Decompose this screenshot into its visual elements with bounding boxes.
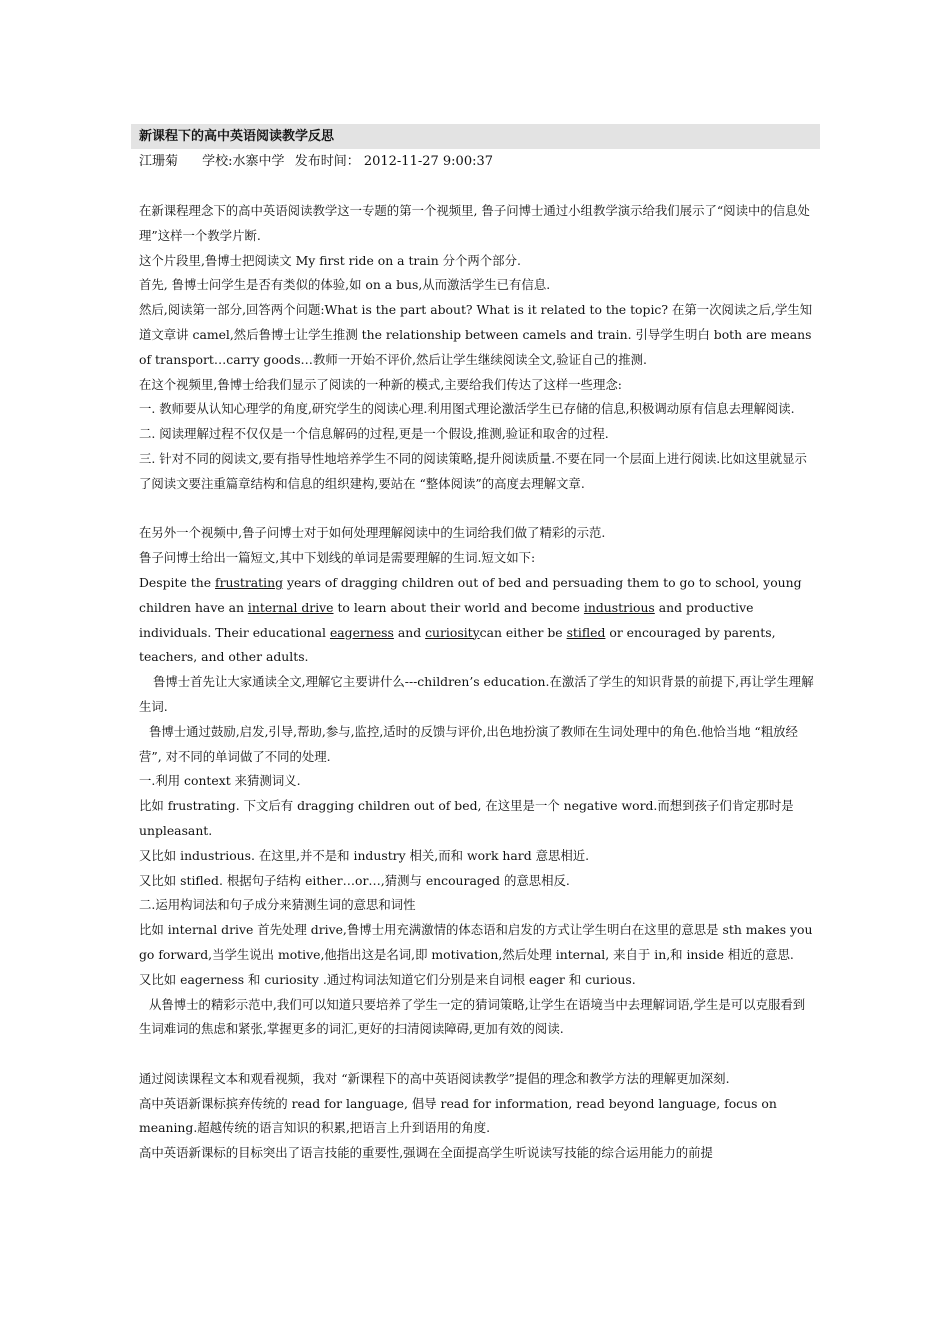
title-bar	[131, 124, 820, 149]
paragraph: 在另外一个视频中,鲁子问博士对于如何处理理解阅读中的生词给我们做了精彩的示范.	[139, 525, 606, 541]
paragraph: 又比如 industrious. 在这里,并不是和 industry 相关,而和 work hard 意思相近.	[139, 847, 590, 863]
paragraph: 从鲁博士的精彩示范中,我们可以知道只要培养了学生一定的猜词策略,让学生在语境当中去理解词语,学生是可以克服看到生词难词的焦虑和紧张,掌握更多的词汇,更好的扫清阅读障碍,更加有效的阅读.	[139, 996, 806, 1037]
passage-text: or encouraged by parents, teachers, and other adults.	[139, 624, 776, 665]
paragraph: 又比如 eagerness 和 curiosity .通过构词法知道它们分别是来自词根 eager 和 curious.	[139, 971, 636, 987]
paragraph: 通过阅读课程文本和观看视频，我对 “新课程下的高中英语阅读教学”提倡的理念和教学方法的理解更加深刻.	[139, 1070, 730, 1086]
paragraph: 一. 教师要从认知心理学的角度,研究学生的阅读心理.利用图式理论激活学生已存储的信息,积极调动原有信息去理解阅读.	[139, 401, 795, 417]
passage-text: and productive individuals. Their educational	[139, 599, 754, 640]
article-body	[139, 199, 815, 1166]
paragraph: 鲁博士首先让大家通读全文,理解它主要讲什么---children’s education.在激活了学生的知识背景的前提下,再让学生理解生词.	[139, 674, 814, 714]
author: 江珊菊	[139, 154, 179, 169]
passage-text: Despite the	[139, 574, 216, 590]
paragraph: 这个片段里,鲁博士把阅读文 My first ride on a train 分个两个部分.	[139, 252, 521, 268]
vocab-word: eagerness	[329, 624, 394, 640]
paragraph: 比如 frustrating. 下文后有 dragging children out of bed, 在这里是一个 negative word.而想到孩子们肯定那时是 unpleasant.	[139, 798, 794, 838]
passage-text: can either be	[479, 624, 567, 640]
article-title: 新课程下的高中英语阅读教学反思	[139, 129, 335, 144]
paragraph: 然后,阅读第一部分,回答两个问题:What is the part about? What is it related to the topic? 在第一次阅读之后,学生知道文章讲 camel,然后鲁博士让学生推测 the relationship between camels and train. 引导学生明白 both are means of transport…carry goods…教师一开始不评价,然后让学生继续阅读全文,验证自己的推测.	[139, 302, 813, 367]
paragraph: 首先, 鲁博士问学生是否有类似的体验,如 on a bus,从而激活学生已有信息.	[139, 277, 551, 293]
vocab-word: stifled	[566, 624, 606, 640]
passage-text: and	[393, 624, 426, 640]
paragraph: 比如 internal drive 首先处理 drive,鲁博士用充满激情的体态语和启发的方式让学生明白在这里的意思是 sth makes you go forward,当学生说出 motive,他指出这是名词,即 motivation,然后处理 internal, 来自于 in,和 inside 相近的意思.	[139, 922, 813, 962]
blank-line	[139, 497, 815, 522]
paragraph: 在新课程理念下的高中英语阅读教学这一专题的第一个视频里, 鲁子问博士通过小组教学演示给我们展示了“阅读中的信息处理”这样一个教学片断.	[139, 203, 810, 243]
paragraph: 二.运用构词法和句子成分来猜测生词的意思和词性	[139, 897, 416, 913]
vocab-word: curiosity	[425, 624, 480, 640]
publish-time: 发布时间： 2012-11-27 9:00:37	[294, 154, 494, 169]
passage-text: years of dragging children out of bed and persuading them to go to school, young children have an	[139, 574, 802, 615]
vocab-word: frustrating	[215, 574, 284, 590]
paragraph: 鲁博士通过鼓励,启发,引导,帮助,参与,监控,适时的反馈与评价,出色地扮演了教师在生词处理中的角色.他恰当地 “粗放经营”, 对不同的单词做了不同的处理.	[139, 723, 798, 764]
article-meta	[139, 153, 513, 171]
blank-line	[139, 1042, 815, 1067]
school: 学校:水寨中学	[202, 154, 285, 169]
paragraph: 在这个视频里,鲁博士给我们显示了阅读的一种新的模式,主要给我们传达了这样一些理念:	[139, 376, 622, 392]
english-passage	[139, 571, 815, 670]
paragraph: 鲁子问博士给出一篇短文,其中下划线的单词是需要理解的生词.短文如下:	[139, 550, 536, 566]
paragraph: 又比如 stifled. 根据句子结构 either…or…,猜测与 encouraged 的意思相反.	[139, 872, 570, 888]
paragraph: 高中英语新课标的目标突出了语言技能的重要性,强调在全面提高学生听说读写技能的综合运用能力的前提	[139, 1145, 713, 1161]
paragraph: 高中英语新课标摈弃传统的 read for language, 倡导 read for information, read beyond language, focus on meaning.超越传统的语言知识的积累,把语言上升到语用的角度.	[139, 1095, 777, 1136]
paragraph: 一.利用 context 来猜测词义.	[139, 773, 301, 789]
vocab-word: industrious	[583, 599, 655, 615]
passage-text: to learn about their world and become	[333, 599, 584, 615]
paragraph: 三. 针对不同的阅读文,要有指导性地培养学生不同的阅读策略,提升阅读质量.不要在同一个层面上进行阅读.比如这里就显示了阅读文要注重篇章结构和信息的组织建构,要站在 “整体阅读”的高度去理解文章.	[139, 450, 807, 491]
paragraph: 二. 阅读理解过程不仅仅是一个信息解码的过程,更是一个假设,推测,验证和取舍的过程.	[139, 426, 609, 442]
vocab-word: internal drive	[247, 599, 334, 615]
